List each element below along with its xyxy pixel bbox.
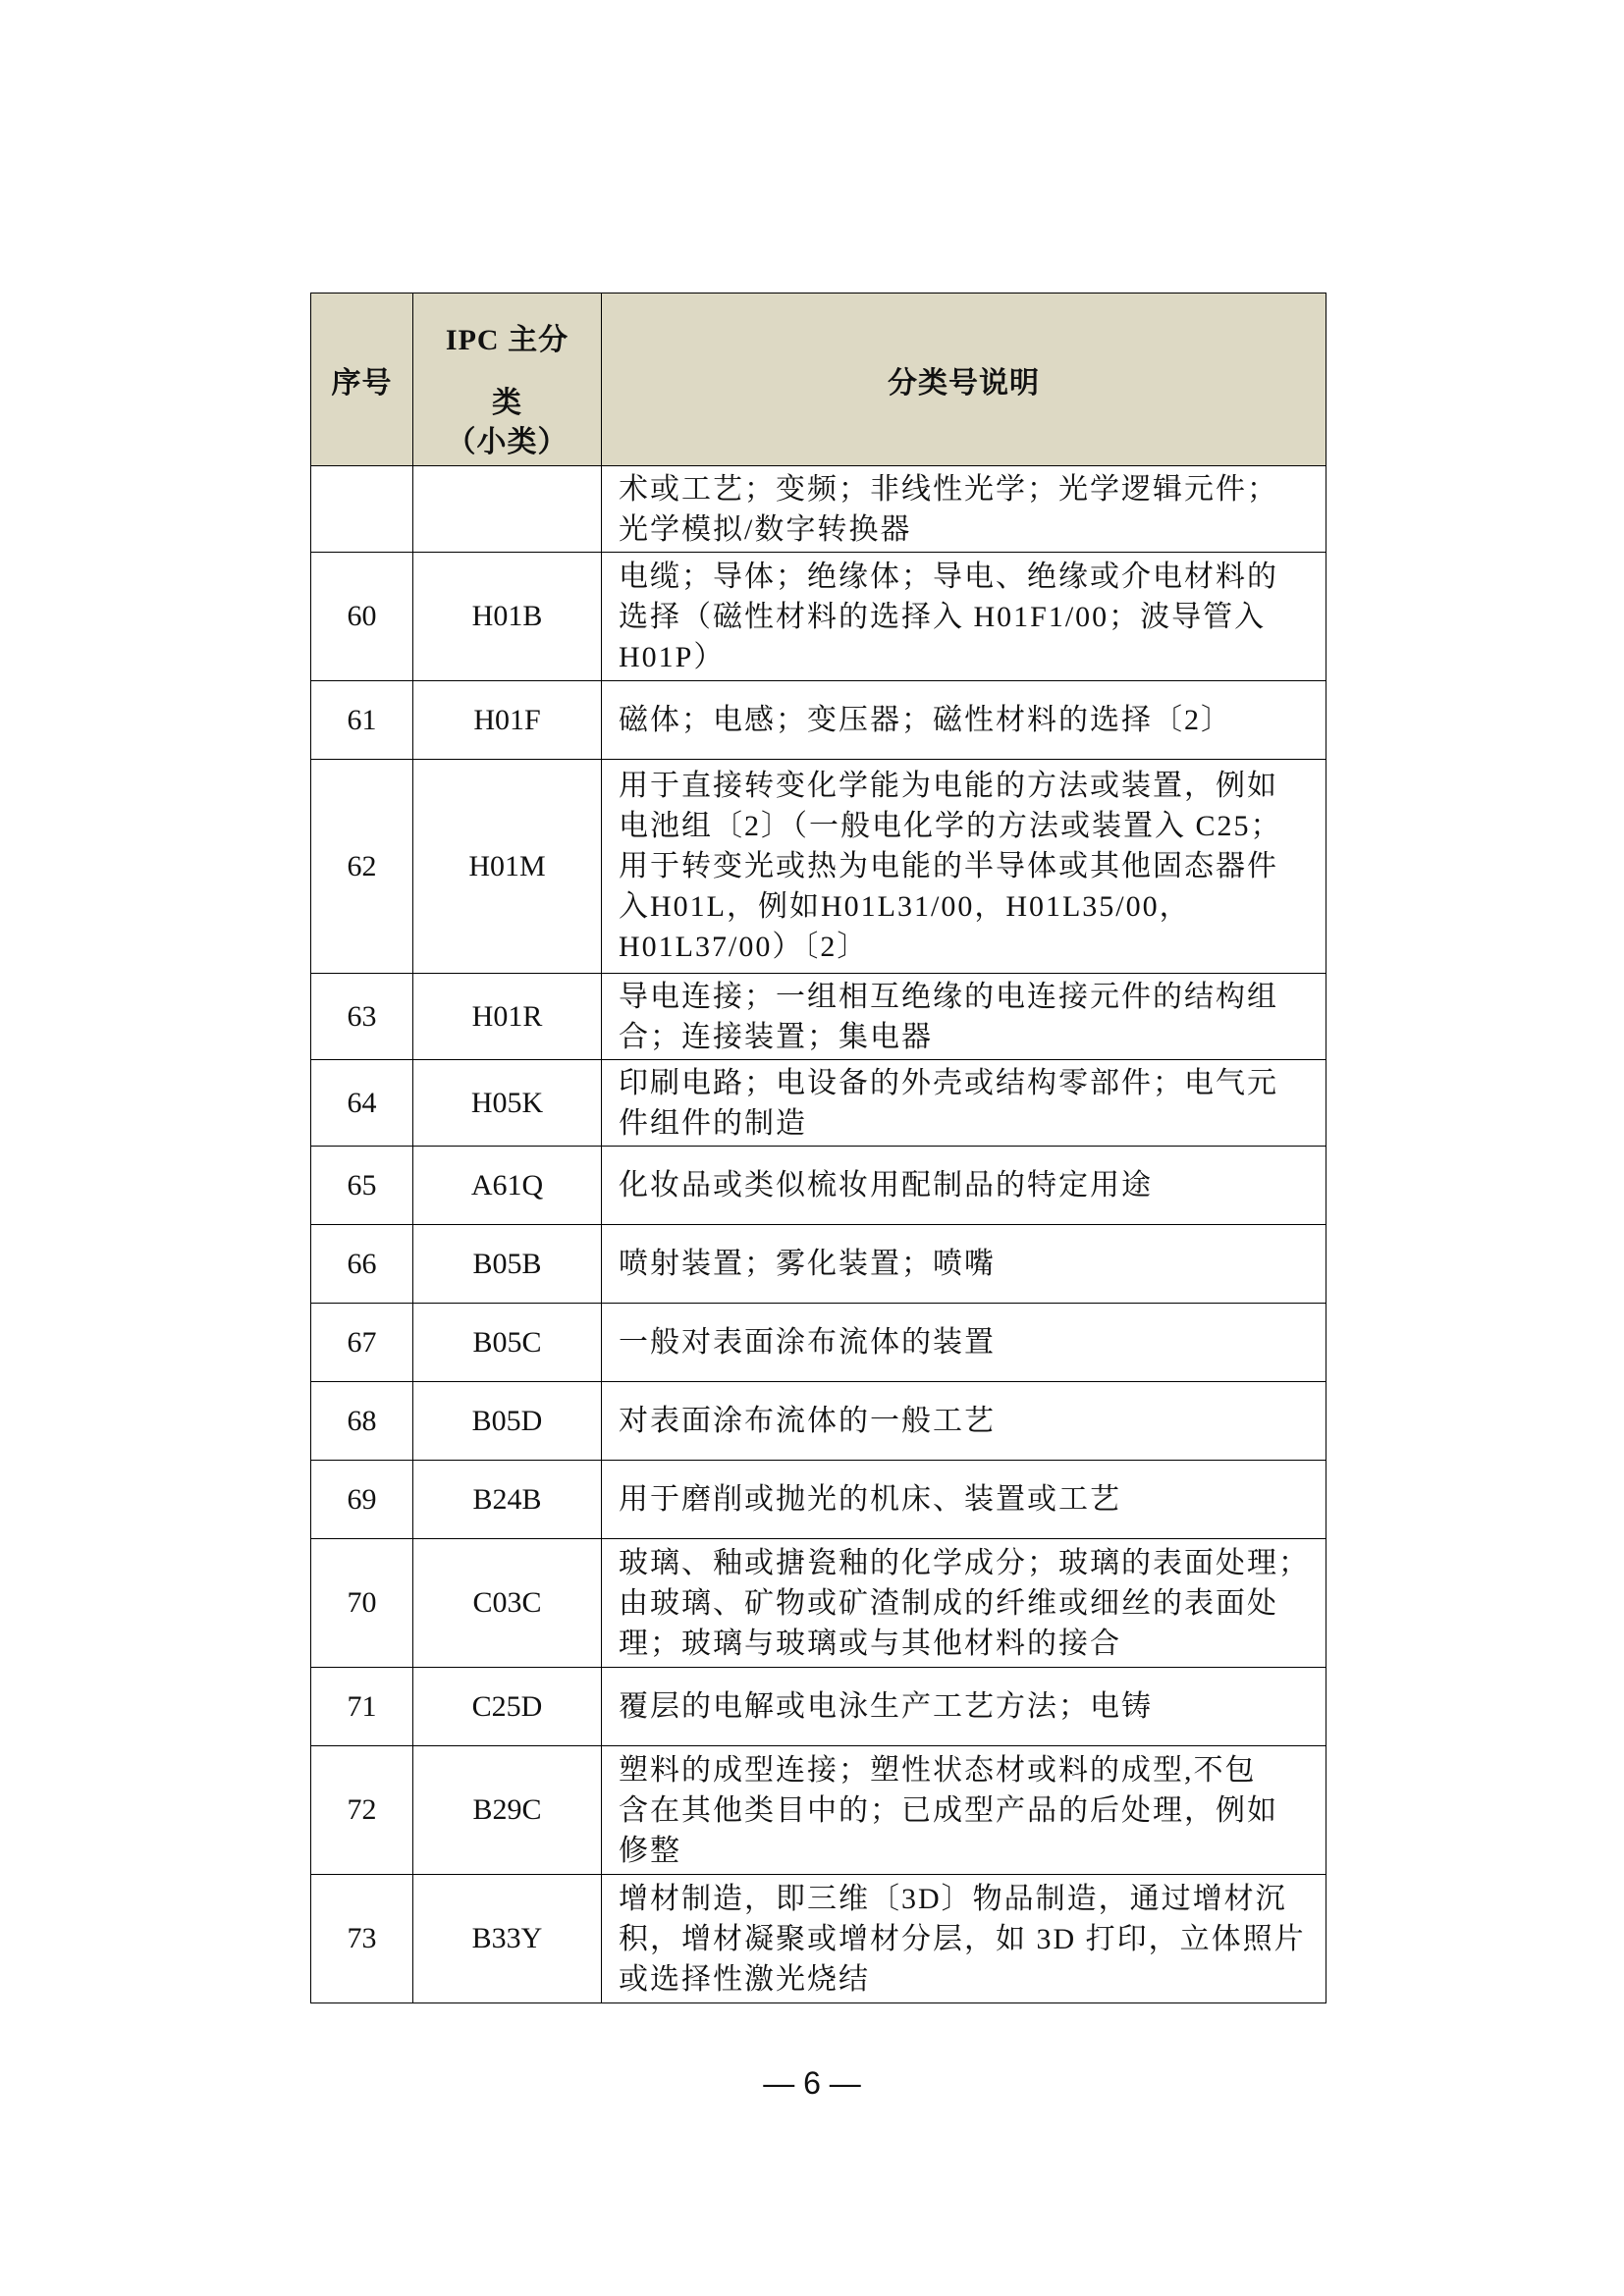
ipc-code-cell: H01M bbox=[413, 760, 602, 974]
seq-cell: 64 bbox=[311, 1060, 413, 1147]
description-line: H01P） bbox=[619, 640, 726, 673]
header-seq: 序号 bbox=[311, 294, 413, 466]
header-ipc-line: 类 bbox=[492, 387, 522, 419]
header-ipc-line: IPC 主分 bbox=[445, 324, 569, 356]
description-line: 术或工艺；变频；非线性光学；光学逻辑元件； bbox=[619, 472, 1278, 506]
seq-cell: 72 bbox=[311, 1746, 413, 1875]
table-row bbox=[311, 974, 1326, 1060]
table-row-continuation bbox=[311, 466, 1326, 553]
description-line: 增材制造，即三维〔3D〕物品制造，通过增材沉 bbox=[619, 1882, 1287, 1915]
table-row bbox=[311, 1304, 1326, 1382]
ipc-code-cell: B05B bbox=[413, 1225, 602, 1304]
seq-cell: 69 bbox=[311, 1461, 413, 1539]
description-line: 覆层的电解或电泳生产工艺方法；电铸 bbox=[619, 1690, 1153, 1723]
description-cell bbox=[602, 974, 1326, 1060]
table-row bbox=[311, 760, 1326, 974]
header-row bbox=[311, 294, 1326, 466]
description-cell bbox=[602, 466, 1326, 553]
description-line: 由玻璃、矿物或矿渣制成的纤维或细丝的表面处 bbox=[619, 1586, 1278, 1620]
seq-cell: 67 bbox=[311, 1304, 413, 1382]
description-cell bbox=[602, 1060, 1326, 1147]
seq-cell: 68 bbox=[311, 1382, 413, 1461]
ipc-classification-table bbox=[310, 293, 1326, 2003]
table-row bbox=[311, 1746, 1326, 1875]
table-row bbox=[311, 1539, 1326, 1668]
table-row bbox=[311, 1147, 1326, 1225]
ipc-code-cell: B24B bbox=[413, 1461, 602, 1539]
seq-cell: 61 bbox=[311, 681, 413, 760]
table-row bbox=[311, 1668, 1326, 1746]
seq-cell: 60 bbox=[311, 553, 413, 681]
description-cell bbox=[602, 553, 1326, 681]
description-line: 导电连接；一组相互绝缘的电连接元件的结构组 bbox=[619, 980, 1278, 1013]
description-line: 对表面涂布流体的一般工艺 bbox=[619, 1405, 996, 1437]
description-line: 入H01L，例如H01L31/00，H01L35/00， bbox=[619, 890, 1191, 923]
description-line: 玻璃、釉或搪瓷釉的化学成分；玻璃的表面处理； bbox=[619, 1546, 1310, 1579]
seq-cell: 66 bbox=[311, 1225, 413, 1304]
header-description: 分类号说明 bbox=[602, 294, 1326, 466]
description-line: 用于转变光或热为电能的半导体或其他固态器件 bbox=[619, 850, 1278, 882]
description-line: 磁体；电感；变压器；磁性材料的选择〔2〕 bbox=[619, 704, 1232, 736]
seq-cell: 71 bbox=[311, 1668, 413, 1746]
description-line: H01L37/00）〔2〕 bbox=[619, 931, 869, 963]
ipc-code-cell: B05C bbox=[413, 1304, 602, 1382]
description-line: 积，增材凝聚或增材分层，如 3D 打印，立体照片 bbox=[619, 1922, 1306, 1955]
description-line: 合；连接装置；集电器 bbox=[619, 1020, 933, 1053]
description-line: 选择（磁性材料的选择入 H01F1/00；波导管入 bbox=[619, 600, 1267, 633]
description-line: 印刷电路；电设备的外壳或结构零部件；电气元 bbox=[619, 1066, 1278, 1099]
ipc-code-cell: H01B bbox=[413, 553, 602, 681]
description-line: 含在其他类目中的；已成型产品的后处理，例如 bbox=[619, 1793, 1278, 1827]
ipc-code-cell: H01R bbox=[413, 974, 602, 1060]
ipc-code-cell bbox=[413, 466, 602, 553]
description-line: 光学模拟/数字转换器 bbox=[619, 512, 912, 546]
seq-cell: 70 bbox=[311, 1539, 413, 1668]
seq-cell: 65 bbox=[311, 1147, 413, 1225]
ipc-code-cell: B05D bbox=[413, 1382, 602, 1461]
table-row bbox=[311, 1060, 1326, 1147]
description-cell bbox=[602, 1746, 1326, 1875]
ipc-code-cell: H01F bbox=[413, 681, 602, 760]
ipc-code-cell: C25D bbox=[413, 1668, 602, 1746]
description-cell bbox=[602, 1461, 1326, 1539]
description-line: 理；玻璃与玻璃或与其他材料的接合 bbox=[619, 1627, 1121, 1660]
table-row bbox=[311, 1225, 1326, 1304]
description-cell bbox=[602, 760, 1326, 974]
description-cell bbox=[602, 1875, 1326, 2003]
description-cell bbox=[602, 1225, 1326, 1304]
description-line: 化妆品或类似梳妆用配制品的特定用途 bbox=[619, 1169, 1153, 1201]
description-line: 用于直接转变化学能为电能的方法或装置，例如 bbox=[619, 770, 1278, 802]
description-line: 件组件的制造 bbox=[619, 1106, 807, 1140]
header-ipc-line: （小类） bbox=[446, 426, 568, 458]
description-line: 电缆；导体；绝缘体；导电、绝缘或介电材料的 bbox=[619, 560, 1278, 593]
seq-cell: 62 bbox=[311, 760, 413, 974]
table-body bbox=[311, 466, 1326, 2003]
table-header bbox=[311, 294, 1326, 466]
table-row bbox=[311, 1382, 1326, 1461]
seq-cell bbox=[311, 466, 413, 553]
description-line: 喷射装置；雾化装置；喷嘴 bbox=[619, 1248, 996, 1280]
description-cell bbox=[602, 1382, 1326, 1461]
table-row bbox=[311, 1875, 1326, 2003]
table-row bbox=[311, 681, 1326, 760]
ipc-code-cell: B33Y bbox=[413, 1875, 602, 2003]
ipc-code-cell: H05K bbox=[413, 1060, 602, 1147]
ipc-code-cell: C03C bbox=[413, 1539, 602, 1668]
description-line: 用于磨削或抛光的机床、装置或工艺 bbox=[619, 1483, 1121, 1516]
page-number: — 6 — bbox=[763, 2065, 861, 2101]
table-row bbox=[311, 1461, 1326, 1539]
description-cell bbox=[602, 1147, 1326, 1225]
ipc-code-cell: A61Q bbox=[413, 1147, 602, 1225]
description-cell bbox=[602, 681, 1326, 760]
description-line: 修整 bbox=[619, 1834, 681, 1867]
description-line: 电池组〔2〕（一般电化学的方法或装置入 C25； bbox=[619, 810, 1282, 842]
description-cell bbox=[602, 1668, 1326, 1746]
table-row bbox=[311, 553, 1326, 681]
seq-cell: 63 bbox=[311, 974, 413, 1060]
ipc-code-cell: B29C bbox=[413, 1746, 602, 1875]
header-ipc-class bbox=[413, 294, 602, 466]
seq-cell: 73 bbox=[311, 1875, 413, 2003]
description-line: 或选择性激光烧结 bbox=[619, 1962, 870, 1996]
description-cell bbox=[602, 1539, 1326, 1668]
description-line: 一般对表面涂布流体的装置 bbox=[619, 1326, 996, 1359]
description-line: 塑料的成型连接；塑性状态材或料的成型,不包 bbox=[619, 1753, 1257, 1787]
description-cell bbox=[602, 1304, 1326, 1382]
